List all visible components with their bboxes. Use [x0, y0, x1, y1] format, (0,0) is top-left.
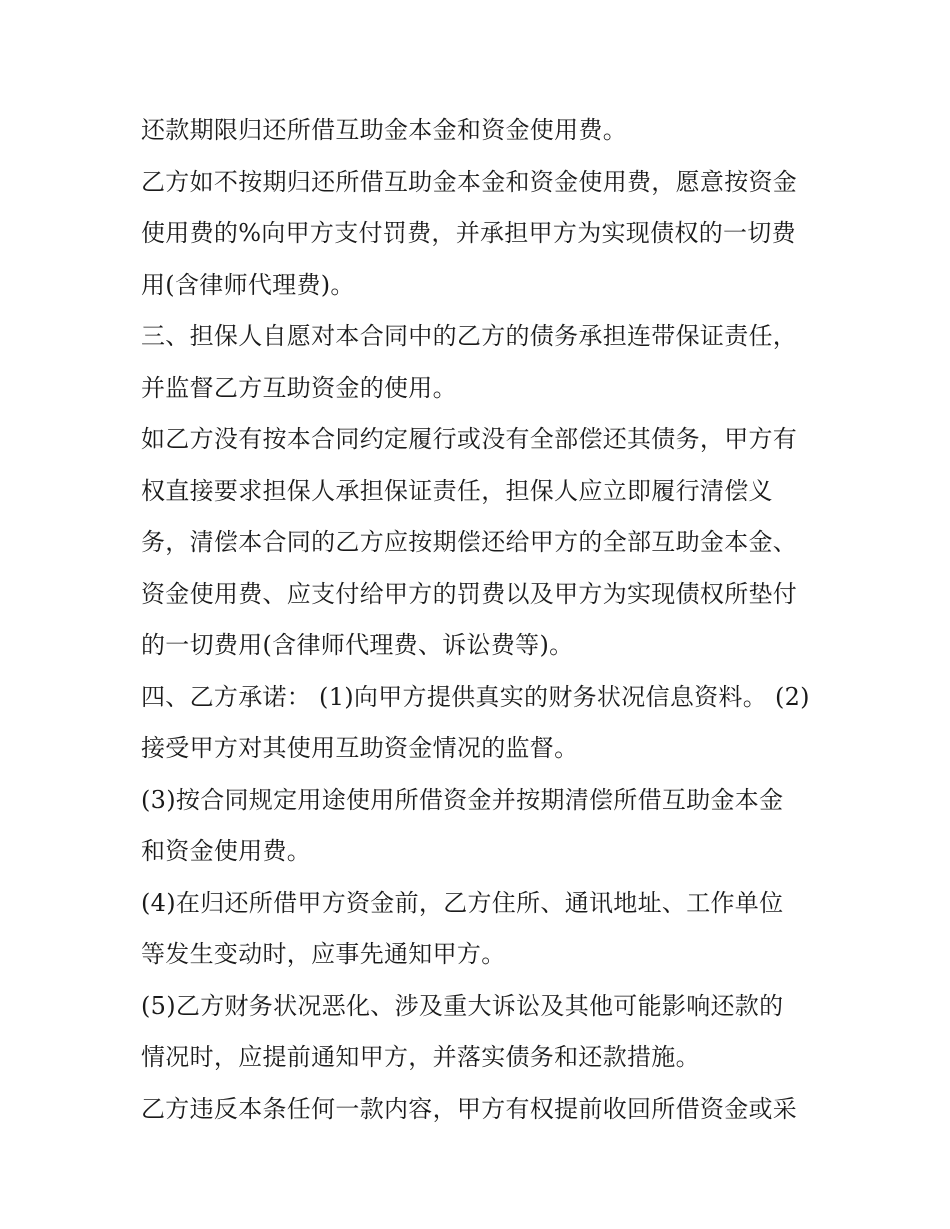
text-line: 等发生变动时，应事先通知甲方。 [141, 940, 506, 968]
text-line: 务，清偿本合同的乙方应按期偿还给甲方的全部互助金本金、 [141, 528, 798, 556]
text-line: 用(含律师代理费)。 [141, 270, 355, 299]
text-line: 四、乙方承诺： (1)向甲方提供真实的财务状况信息资料。 (2) [141, 682, 810, 711]
text-line: (5)乙方财务状况恶化、涉及重大诉讼及其他可能影响还款的 [141, 991, 784, 1020]
document-body [141, 105, 821, 1135]
text-line: 权直接要求担保人承担保证责任，担保人应立即履行清偿义 [141, 476, 773, 505]
text-line: 还款期限归还所借互助金本金和资金使用费。 [141, 116, 627, 144]
text-line: 和资金使用费。 [141, 837, 312, 865]
text-line: 情况时，应提前通知甲方，并落实债务和还款措施。 [141, 1043, 700, 1071]
text-line: (3)按合同规定用途使用所借资金并按期清偿所借互助金本金 [141, 785, 784, 814]
text-line: 并监督乙方互助资金的使用。 [141, 373, 457, 402]
text-line: 资金使用费、应支付给甲方的罚费以及甲方为实现债权所垫付 [141, 579, 798, 608]
text-line: 接受甲方对其使用互助资金情况的监督。 [141, 734, 579, 762]
text-line: 乙方如不按期归还所借互助金本金和资金使用费，愿意按资金 [141, 167, 798, 196]
text-line: 乙方违反本条任何一款内容，甲方有权提前收回所借资金或采 [141, 1094, 798, 1123]
text-line: 三、担保人自愿对本合同中的乙方的债务承担连带保证责任， [141, 322, 798, 350]
text-line: (4)在归还所借甲方资金前，乙方住所、通讯地址、工作单位 [141, 888, 784, 917]
text-line: 的一切费用(含律师代理费、诉讼费等)。 [141, 631, 574, 659]
text-line: 使用费的%向甲方支付罚费，并承担甲方为实现债权的一切费 [141, 219, 796, 247]
text-line: 如乙方没有按本合同约定履行或没有全部偿还其债务，甲方有 [141, 425, 798, 453]
